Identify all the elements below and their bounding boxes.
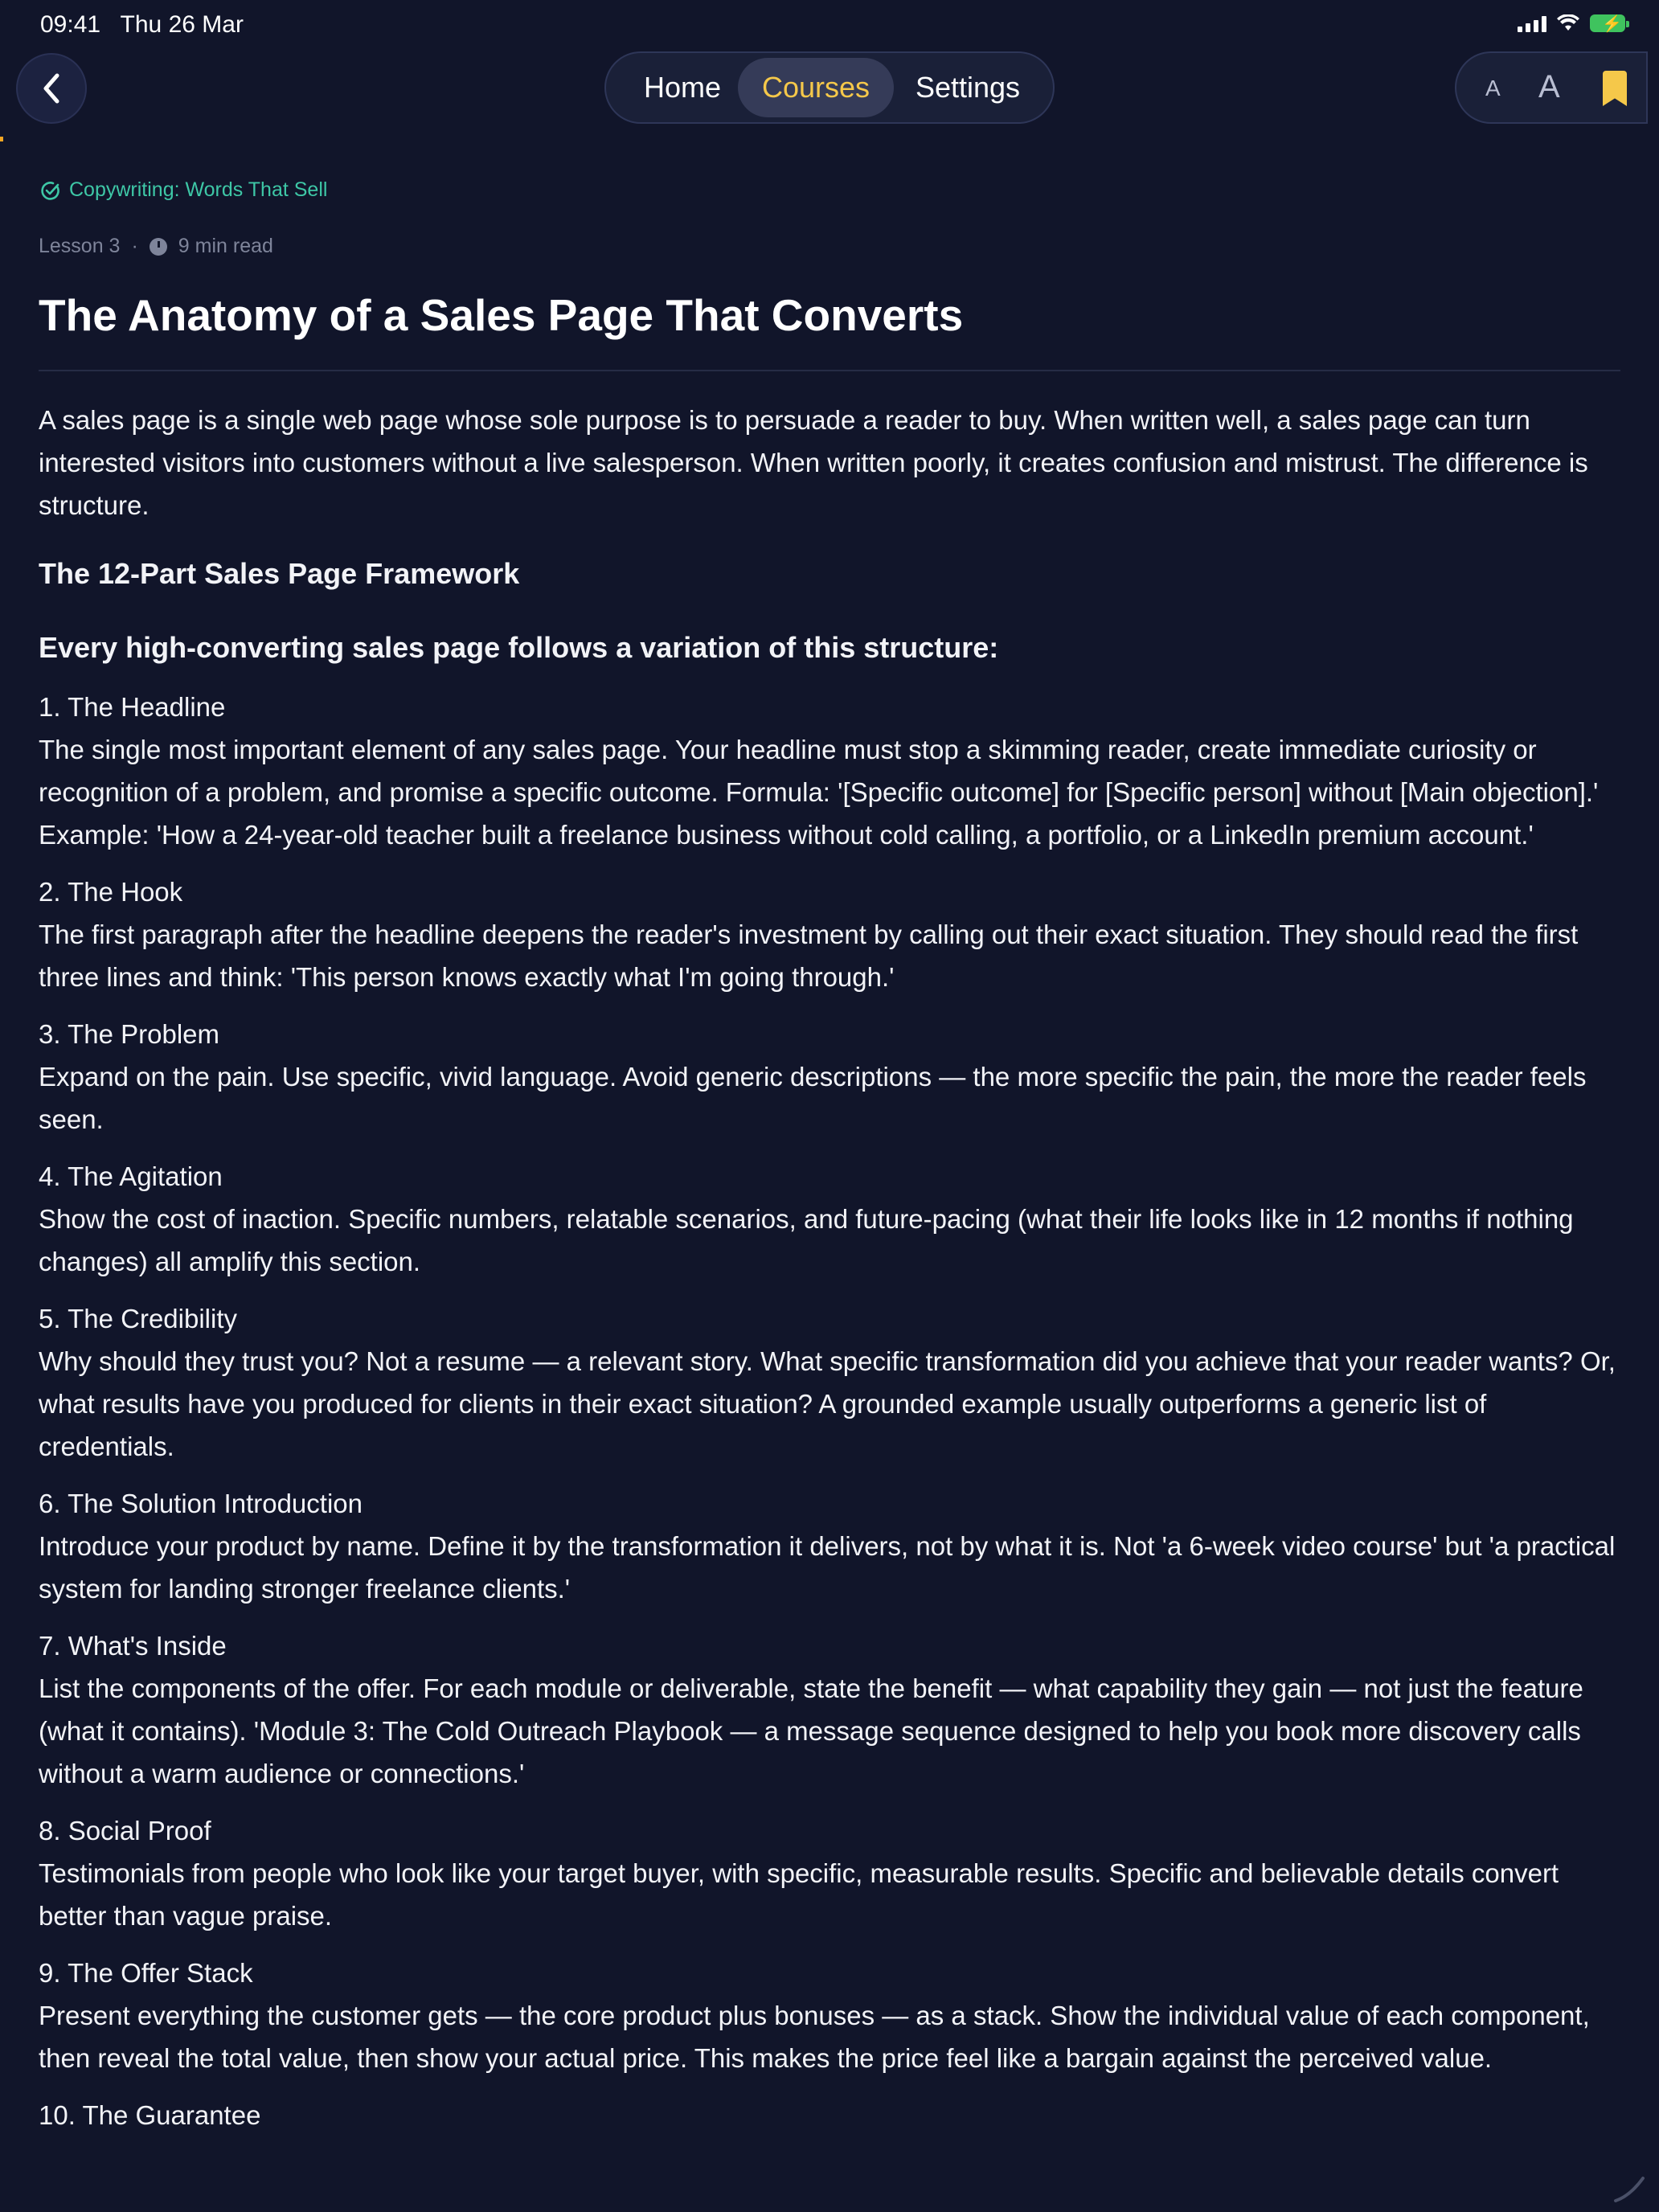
scroll-indicator-icon[interactable]	[1611, 2172, 1651, 2204]
item-title: 10. The Guarantee	[39, 2100, 261, 2130]
status-time	[40, 11, 244, 39]
meta-separator: ·	[131, 235, 138, 257]
course-check-icon	[40, 180, 61, 201]
item-body: List the components of the offer. For each module or deliverable, state the benefit — what capability they gain — not just the feature (what it contains). 'Module 3: The Cold Outreach Playbook — a message sequence designed to help you book more discovery calls without a warm audience or connections.'	[39, 1673, 1583, 1788]
item-title: 6. The Solution Introduction	[39, 1489, 363, 1518]
course-tag[interactable]	[40, 178, 327, 202]
main-tab-bar	[604, 51, 1055, 124]
tab-courses[interactable]: Courses	[738, 58, 894, 117]
framework-list	[39, 686, 1622, 2136]
course-name: Copywriting: Words That Sell	[69, 178, 328, 201]
list-item	[39, 1952, 1622, 2079]
increase-font-button[interactable]: A	[1538, 69, 1560, 104]
title-divider	[39, 370, 1620, 371]
item-body: Show the cost of inaction. Specific numbers, relatable scenarios, and future-pacing (what their life looks like in 12 months if nothing changes) all amplify this section.	[39, 1204, 1574, 1276]
clock-time: 09:41	[40, 11, 101, 38]
item-title: 7. What's Inside	[39, 1631, 227, 1661]
list-item	[39, 2094, 1622, 2136]
item-body: Introduce your product by name. Define it by the transformation it delivers, not by what it is. Not 'a 6-week video course' but 'a practical system for landing stronger freelance clients.'	[39, 1531, 1616, 1604]
back-button[interactable]	[16, 53, 87, 124]
intro-paragraph: A sales page is a single web page whose sole purpose is to persuade a reader to buy. When written well, a sales page can turn interested visitors into customers without a live salesperson. When written poorly, it creates confusion and mistrust. The difference is structure.	[39, 405, 1588, 520]
read-time: 9 min read	[178, 235, 273, 257]
item-title: 3. The Problem	[39, 1019, 220, 1049]
tab-settings[interactable]: Settings	[915, 71, 1021, 104]
list-item	[39, 870, 1622, 998]
item-title: 8. Social Proof	[39, 1816, 211, 1845]
item-title: 2. The Hook	[39, 877, 183, 907]
lesson-content	[39, 399, 1622, 2151]
item-body: The first paragraph after the headline deepens the reader's investment by calling out their exact situation. They should read the first three lines and think: 'This person knows exactly what I'm going through.'	[39, 920, 1579, 992]
list-item	[39, 1624, 1622, 1795]
battery-charging-icon: ⚡	[1590, 14, 1625, 32]
item-title: 4. The Agitation	[39, 1161, 223, 1191]
lesson-title: The Anatomy of a Sales Page That Converts	[39, 290, 964, 340]
clock-date: Thu 26 Mar	[120, 11, 244, 38]
item-title: 1. The Headline	[39, 692, 226, 722]
status-bar	[0, 0, 1659, 51]
cellular-signal-icon	[1518, 14, 1546, 32]
tab-home[interactable]: Home	[643, 71, 722, 104]
section-heading: The 12-Part Sales Page Framework	[39, 557, 520, 590]
reader-controls	[1455, 51, 1648, 124]
item-body: Why should they trust you? Not a resume — a relevant story. What specific transformation did you achieve that your reader wants? Or, what results have you produced for clients in their exact situation? A grounded example usually outperforms a generic list of credentials.	[39, 1346, 1616, 1461]
chevron-left-icon	[39, 72, 63, 104]
list-item	[39, 1297, 1622, 1468]
list-item	[39, 1013, 1622, 1141]
item-title: 5. The Credibility	[39, 1304, 238, 1333]
item-body: Expand on the pain. Use specific, vivid language. Avoid generic descriptions — the more specific the pain, the more the reader feels seen.	[39, 1062, 1587, 1134]
item-body: Testimonials from people who look like your target buyer, with specific, measurable results. Specific and believable details convert better than vague praise.	[39, 1858, 1559, 1931]
list-item	[39, 686, 1622, 856]
status-icons	[1518, 14, 1625, 32]
lesson-meta	[39, 235, 273, 258]
lesson-number: Lesson 3	[39, 235, 121, 257]
item-body: Present everything the customer gets — the core product plus bonuses — as a stack. Show the individual value of each component, then reveal the total value, then show your actual price. This makes the price feel like a bargain against the perceived value.	[39, 2001, 1590, 2073]
list-item	[39, 1482, 1622, 1610]
list-item	[39, 1809, 1622, 1937]
list-item	[39, 1155, 1622, 1283]
bookmark-icon[interactable]	[1603, 71, 1627, 106]
wifi-icon	[1556, 14, 1580, 32]
sub-heading: Every high-converting sales page follows a variation of this structure:	[39, 631, 999, 664]
clock-icon	[150, 238, 167, 256]
decrease-font-button[interactable]: A	[1485, 76, 1501, 100]
edge-indicator	[0, 137, 3, 141]
item-title: 9. The Offer Stack	[39, 1958, 253, 1988]
item-body: The single most important element of any sales page. Your headline must stop a skimming reader, create immediate curiosity or recognition of a problem, and promise a specific outcome. Formula: '[Specific outcome] for [Specific person] without [Main objection].' Example: 'How a 24-year-old teacher built a freelance business without cold calling, a portfolio, or a LinkedIn premium account.'	[39, 735, 1599, 850]
